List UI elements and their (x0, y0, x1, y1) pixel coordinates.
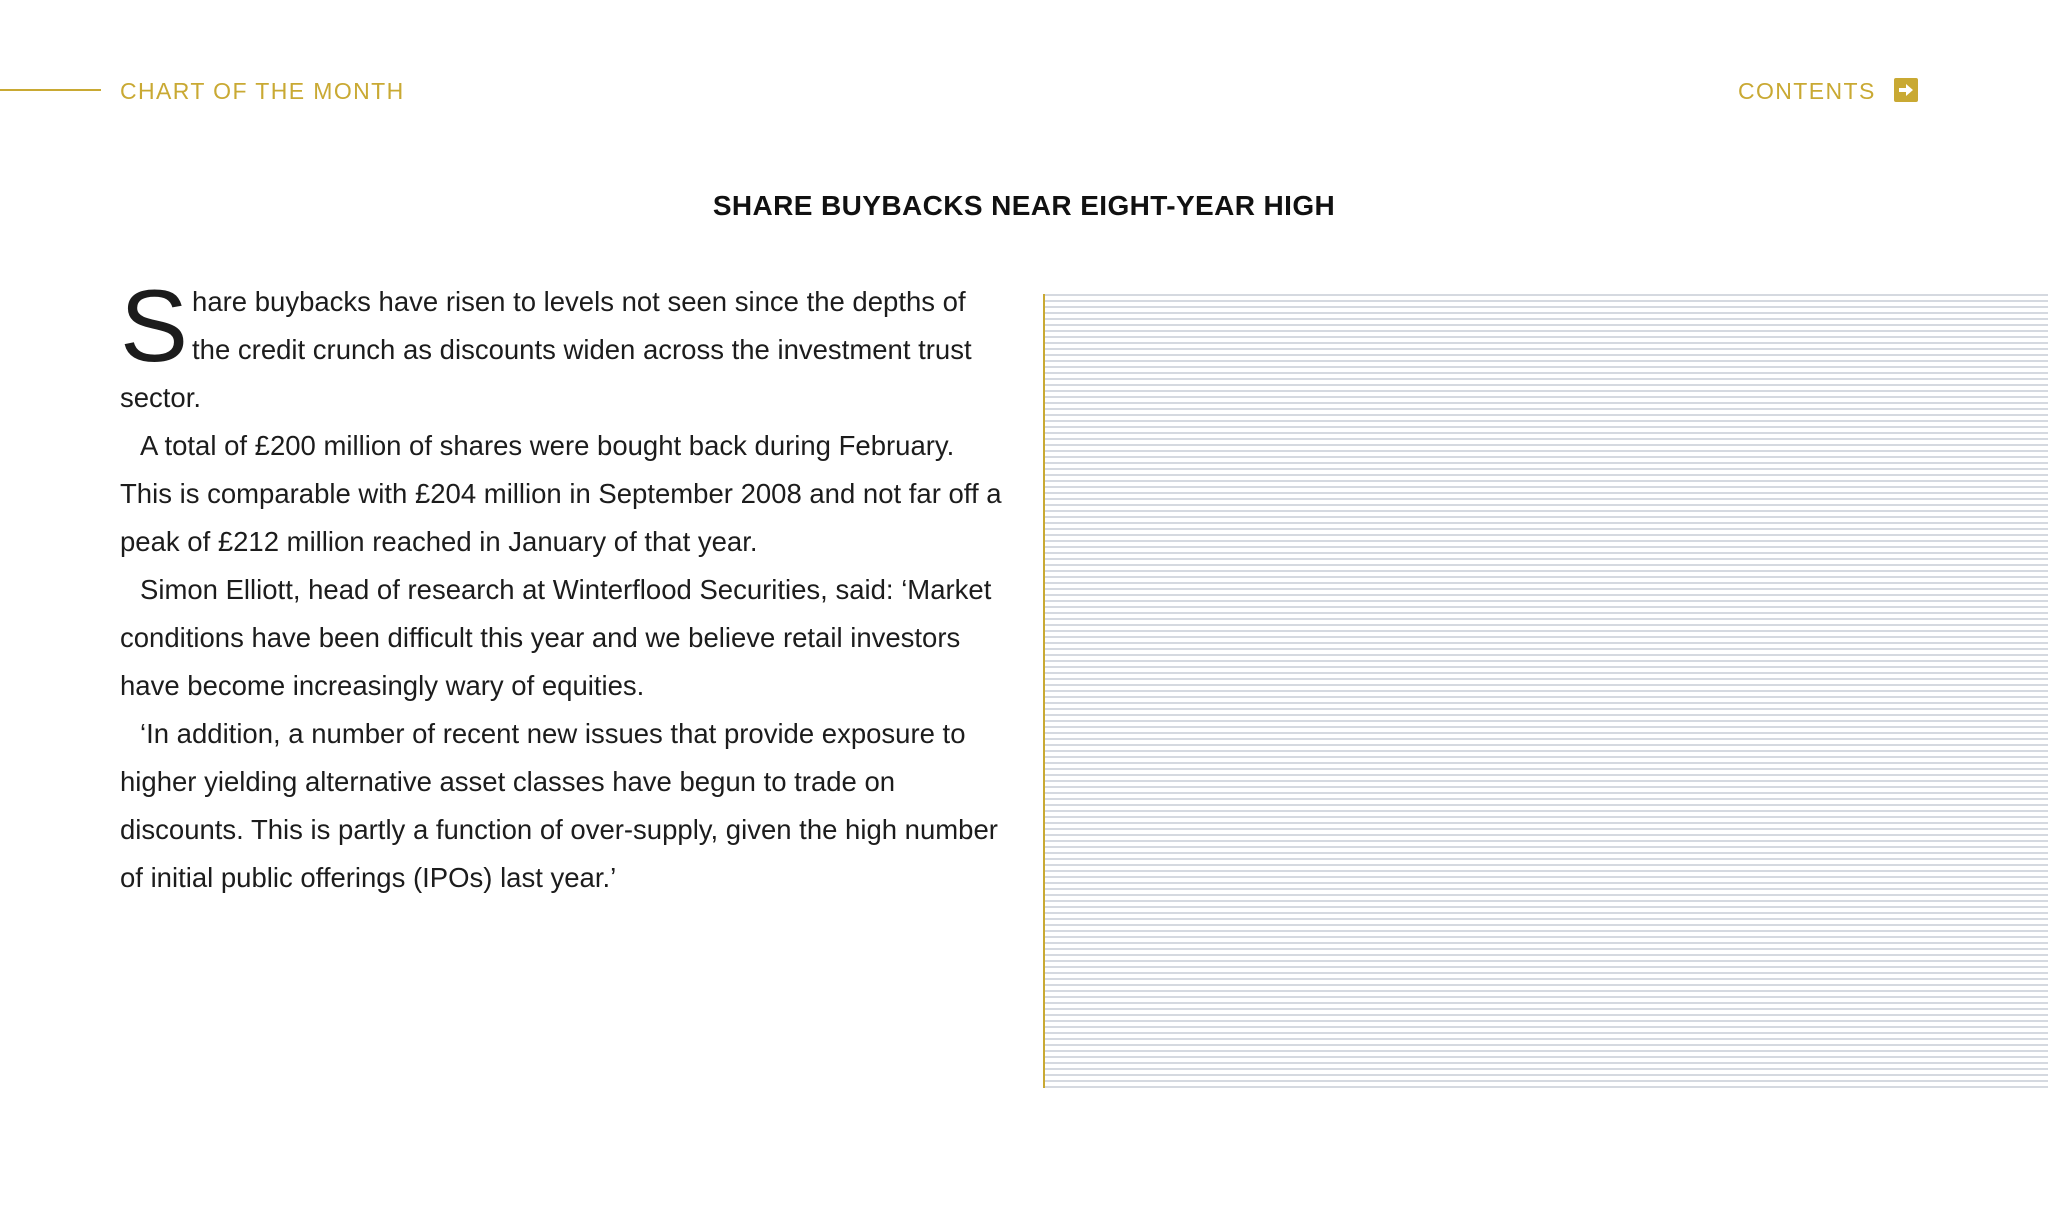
article-paragraph: ‘In addition, a number of recent new issues that provide exposure to higher yielding alternative asset classes have begun to trade on discounts. This is partly a function of over-supply, given the high number of initial public offerings (IPOs) last year.’ (120, 718, 998, 893)
chart-panel (1043, 294, 2048, 1088)
article-title: SHARE BUYBACKS NEAR EIGHT-YEAR HIGH (712, 190, 1336, 221)
section-label: CHART OF THE MONTH (120, 78, 405, 104)
paragraph-text: hare buybacks have risen to levels not seen since the depths of the credit crunch as discounts widen across the investment trust sector. (120, 286, 972, 413)
article-paragraph (120, 269, 1010, 422)
drop-cap: S (120, 269, 189, 383)
article-paragraph: Simon Elliott, head of research at Winterflood Securities, said: ‘Market conditions have been difficult this year and we believe retail investors have become increasingly wary of equities. (120, 574, 992, 701)
article-paragraph: A total of £200 million of shares were bought back during February. This is comparable with £204 million in September 2008 and not far off a peak of £212 million reached in January of that year. (120, 430, 1002, 557)
header-rule (0, 89, 101, 91)
arrow-right-box-icon[interactable] (1894, 78, 1918, 102)
contents-link[interactable] (1738, 74, 1918, 105)
contents-label[interactable]: CONTENTS (1738, 78, 1876, 104)
article-body (120, 269, 1010, 902)
